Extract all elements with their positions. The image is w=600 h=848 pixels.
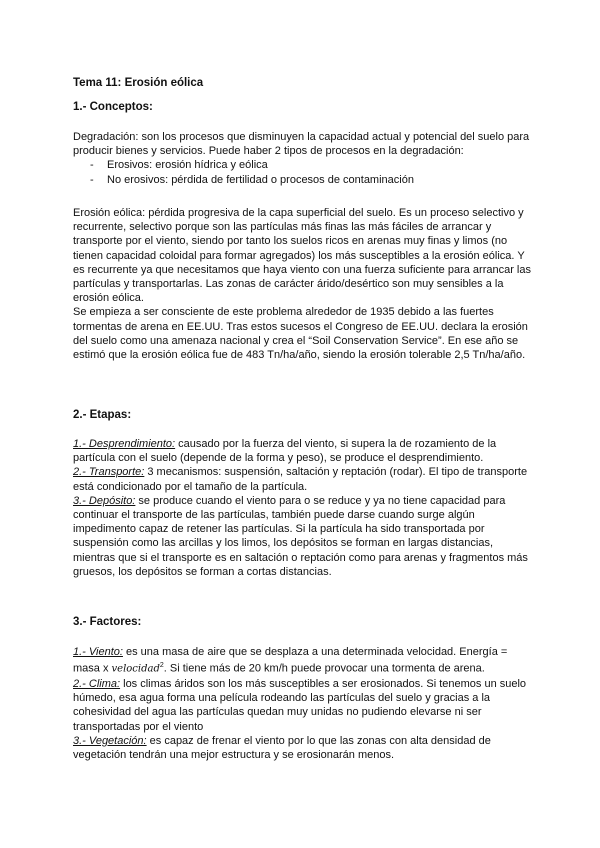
factor-viento xyxy=(73,645,533,677)
list-item: - No erosivos: pérdida de fertilidad o procesos de contaminación xyxy=(73,173,533,187)
etapa-text: 3 mecanismos: suspensión, saltación y reptación (rodar). El tipo de transporte está condicionado por el tamaño de la partícula. xyxy=(73,466,528,493)
etapa-label: 1.- Desprendimiento: xyxy=(73,438,176,450)
factor-text: es capaz de frenar el viento por lo que las zonas con alta densidad de vegetación tendrán una mejor estructura y se erosionarán menos. xyxy=(73,734,491,762)
exponent: 2 xyxy=(159,662,164,670)
etapa-label: 2.- Transporte: xyxy=(73,466,145,479)
velocidad-formula: velocidad xyxy=(111,663,160,675)
degradacion-text: Degradación: son los procesos que disminuyen la capacidad actual y potencial del suelo para producir bienes y servicios. Puede haber 2 tipos de procesos en la degradación: xyxy=(73,131,530,158)
paragraph-etapas xyxy=(73,437,533,579)
factor-label: 3.- Vegetación: xyxy=(73,734,147,747)
factor-clima xyxy=(73,677,533,734)
factor-label: 1.- Viento: xyxy=(73,646,123,658)
factor-text: los climas áridos son los más susceptibles a ser erosionados. Si tenemos un suelo húmedo, esa agua forma una película rodeando las partículas del suelo y gracias a la cohesividad del agua las partículas quedan muy unidas no pudiendo elevarse ni ser transportadas por el viento xyxy=(73,678,527,733)
paragraph-degradacion xyxy=(73,130,533,187)
historia-text: Se empieza a ser consciente de este problema alrededor de 1935 debido a las fuertes tormentas de arena en EE.UU. Tras estos sucesos el Congreso de EE.UU. declara la erosión del suelo como una amenaza nacional y crea el “Soil Conservation Service”. En ese año se estimó que la erosión eólica fue de 483 Tn/ha/año, siendo la erosión tolerable 2,5 Tn/ha/año. xyxy=(73,306,528,362)
factor-label: 2.- Clima: xyxy=(73,678,121,691)
factor-vegetacion xyxy=(73,734,533,762)
factor-text: . Si tiene más de 20 km/h puede provocar una tormenta de arena. xyxy=(163,662,485,675)
factor-text: es una masa de aire que se desplaza a una determinada velocidad. Energía = masa x xyxy=(73,646,508,675)
section-heading-factores: 3.- Factores: xyxy=(73,616,142,628)
paragraph-erosion-eolica xyxy=(73,206,533,362)
paragraph-factores xyxy=(73,645,533,762)
etapa-label: 3.- Depósito: xyxy=(73,494,136,507)
erosion-eolica-text: Erosión eólica: pérdida progresiva de la capa superficial del suelo. Es un proceso selectivo y recurrente, selectivo porque son las partículas más finas las más fáciles de arrancar y transporte por el viento, siendo por tanto los suelos ricos en arenas muy finas y limos (no tienen capacidad coloidal para formar agregados) los más susceptibles a la erosión eólica. Y es recurrente ya que necesitamos que haya viento con una fuerza suficiente para arrancar las partículas y transportarlas. Las zonas de carácter árido/desértico son muy sensibles a la erosión eólica. xyxy=(73,207,531,305)
section-heading-etapas: 2.- Etapas: xyxy=(73,409,132,421)
etapa-text: se produce cuando el viento para o se reduce y ya no tiene capacidad para continuar el transporte de las partículas, también puede darse cuando surge algún impedimento capaz de retener las partículas. Si la partícula ha sido transportada por suspensión como las arcillas y los limos, los depósitos se forman en largas distancias, mientras que si el transporte es en saltación o reptación como para arenas y fragmentos más gruesos, los depósitos se forman a cortas distancias. xyxy=(73,494,528,578)
document-title: Tema 11: Erosión eólica xyxy=(73,77,204,89)
etapa-text: causado por la fuerza del viento, si supera la de rozamiento de la partícula con el suelo (depende de la forma y peso), se produce el desprendimiento. xyxy=(73,438,497,465)
etapa-desprendimiento xyxy=(73,437,533,465)
list-item: - Erosivos: erosión hídrica y eólica xyxy=(73,158,533,172)
etapa-deposito xyxy=(73,494,533,579)
etapa-transporte xyxy=(73,465,533,493)
section-heading-conceptos: 1.- Conceptos: xyxy=(73,101,153,113)
degradation-types-list xyxy=(73,158,533,186)
